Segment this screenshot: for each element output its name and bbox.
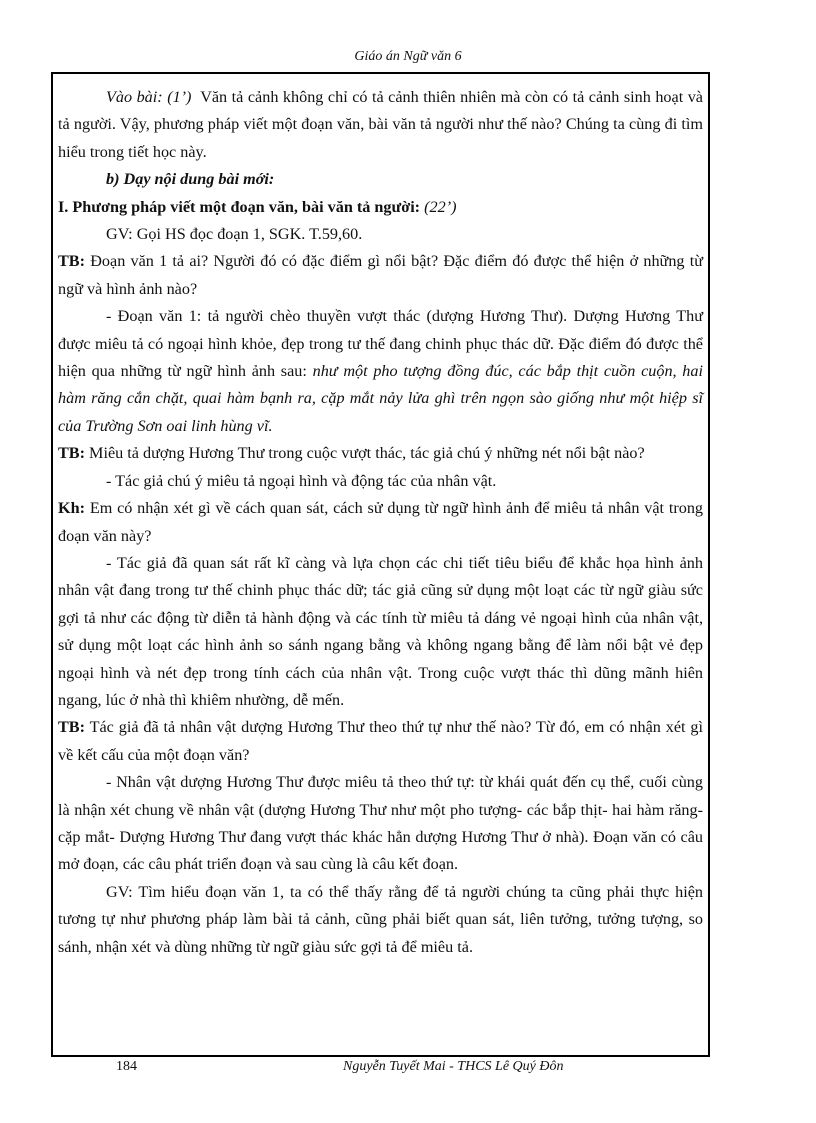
question-tag: TB: [58, 718, 85, 737]
intro-text: Văn tả cảnh không chỉ có tả cảnh thiên nhiên mà còn có tả cảnh sinh hoạt và tả người. Vậy, phương pháp viết một đoạn văn, bài văn tả người như thế nào? Chúng ta cùng đi tìm hiểu trong tiết học này. [58, 88, 703, 161]
question-tag: TB: [58, 252, 85, 271]
question-tag: TB: [58, 444, 85, 463]
section-heading-time: (22’) [424, 197, 457, 216]
answer-3: - Tác giả đã quan sát rất kĩ càng và lựa chọn các chi tiết tiêu biểu để khắc họa hình ảnh nhân vật đang trong tư thế chinh phục thác dữ; tác giả cũng sử dụng một loạt các từ ngữ giàu sức gợi tả như các động từ diễn tả hành động và các tính từ miêu tả dáng vẻ ngoại hình của nhân vật, sử dụng một loạt các hình ảnh so sánh ngang bằng và không ngang bằng để làm nổi bật vẻ đẹp ngoại hình và nét đẹp trong tính cách của nhân vật. Trong cuộc vượt thác thì dũng mãnh hiên ngang, lúc ở nhà thì khiêm nhường, dễ mến. [58, 553, 703, 709]
gv-conclusion: GV: Tìm hiểu đoạn văn 1, ta có thể thấy rằng để tả người chúng ta cũng phải thực hiện tương tự như phương pháp làm bài tả cảnh, cũng phải biết quan sát, liên tưởng, tưởng tượng, so sánh, nhận xét và dùng những từ ngữ giàu sức gợi tả để miêu tả. [58, 882, 703, 956]
lesson-content [58, 84, 703, 961]
question-4 [58, 714, 703, 769]
answer-1-quote: như một pho tượng đồng đúc, các bắp thịt cuồn cuộn, hai hàm răng cắn chặt, quai hàm bạnh ra, cặp mắt nảy lửa ghì trên ngọn sào giống như một hiệp sĩ của Trường Sơn oai linh hùng vĩ. [58, 362, 703, 435]
sub-heading: b) Dạy nội dung bài mới: [106, 170, 275, 189]
gv-instruction: GV: Gọi HS đọc đoạn 1, SGK. T.59,60. [106, 225, 363, 244]
question-text: Em có nhận xét gì về cách quan sát, cách sử dụng từ ngữ hình ảnh để miêu tả nhân vật trong đoạn văn này? [58, 499, 704, 545]
question-2 [58, 440, 703, 467]
question-tag: Kh: [58, 499, 85, 518]
answer-1-text: - Đoạn văn 1: tả người chèo thuyền vượt thác (dượng Hương Thư). Dượng Hương Thư được miêu tả có ngoại hình khỏe, đẹp trong tư thế đang chinh phục thác dữ. Đặc điểm đó được thể hiện qua những từ ngữ hình ảnh sau: [58, 307, 703, 381]
page-number: 184 [116, 1059, 137, 1074]
section-heading [58, 194, 703, 221]
intro-label: Vào bài: [106, 88, 163, 106]
question-text: Miêu tả dượng Hương Thư trong cuộc vượt thác, tác giả chú ý những nét nổi bật nào? [89, 444, 645, 463]
section-heading-label: I. Phương pháp viết một đoạn văn, bài văn tả người: [58, 197, 421, 216]
intro-time: (1’) [167, 88, 192, 106]
intro-paragraph [58, 84, 703, 166]
answer-1 [58, 303, 703, 440]
answer-4: - Nhân vật dượng Hương Thư được miêu tả theo thứ tự: từ khái quát đến cụ thể, cuối cùng là nhận xét chung về nhân vật (dượng Hương Thư như một pho tượng- các bắp thịt- hai hàm răng- cặp mắt- Dượng Hương Thư đang vượt thác khác hẳn dượng Hương Thư ở nhà). Đoạn văn có câu mở đoạn, các câu phát triển đoạn và sau cùng là câu kết đoạn. [58, 773, 703, 874]
question-1 [58, 248, 703, 303]
question-text: Đoạn văn 1 tả ai? Người đó có đặc điểm gì nổi bật? Đặc điểm đó được thể hiện ở những từ ngữ và hình ảnh nào? [58, 252, 704, 298]
question-text: Tác giả đã tả nhân vật dượng Hương Thư theo thứ tự như thế nào? Từ đó, em có nhận xét gì về kết cấu của một đoạn văn? [58, 718, 703, 764]
answer-2: - Tác giả chú ý miêu tả ngoại hình và động tác của nhân vật. [106, 471, 497, 490]
question-3 [58, 495, 703, 550]
page-header: Giáo án Ngữ văn 6 [354, 49, 462, 64]
footer-author: Nguyễn Tuyết Mai - THCS Lê Quý Đôn [343, 1059, 564, 1074]
